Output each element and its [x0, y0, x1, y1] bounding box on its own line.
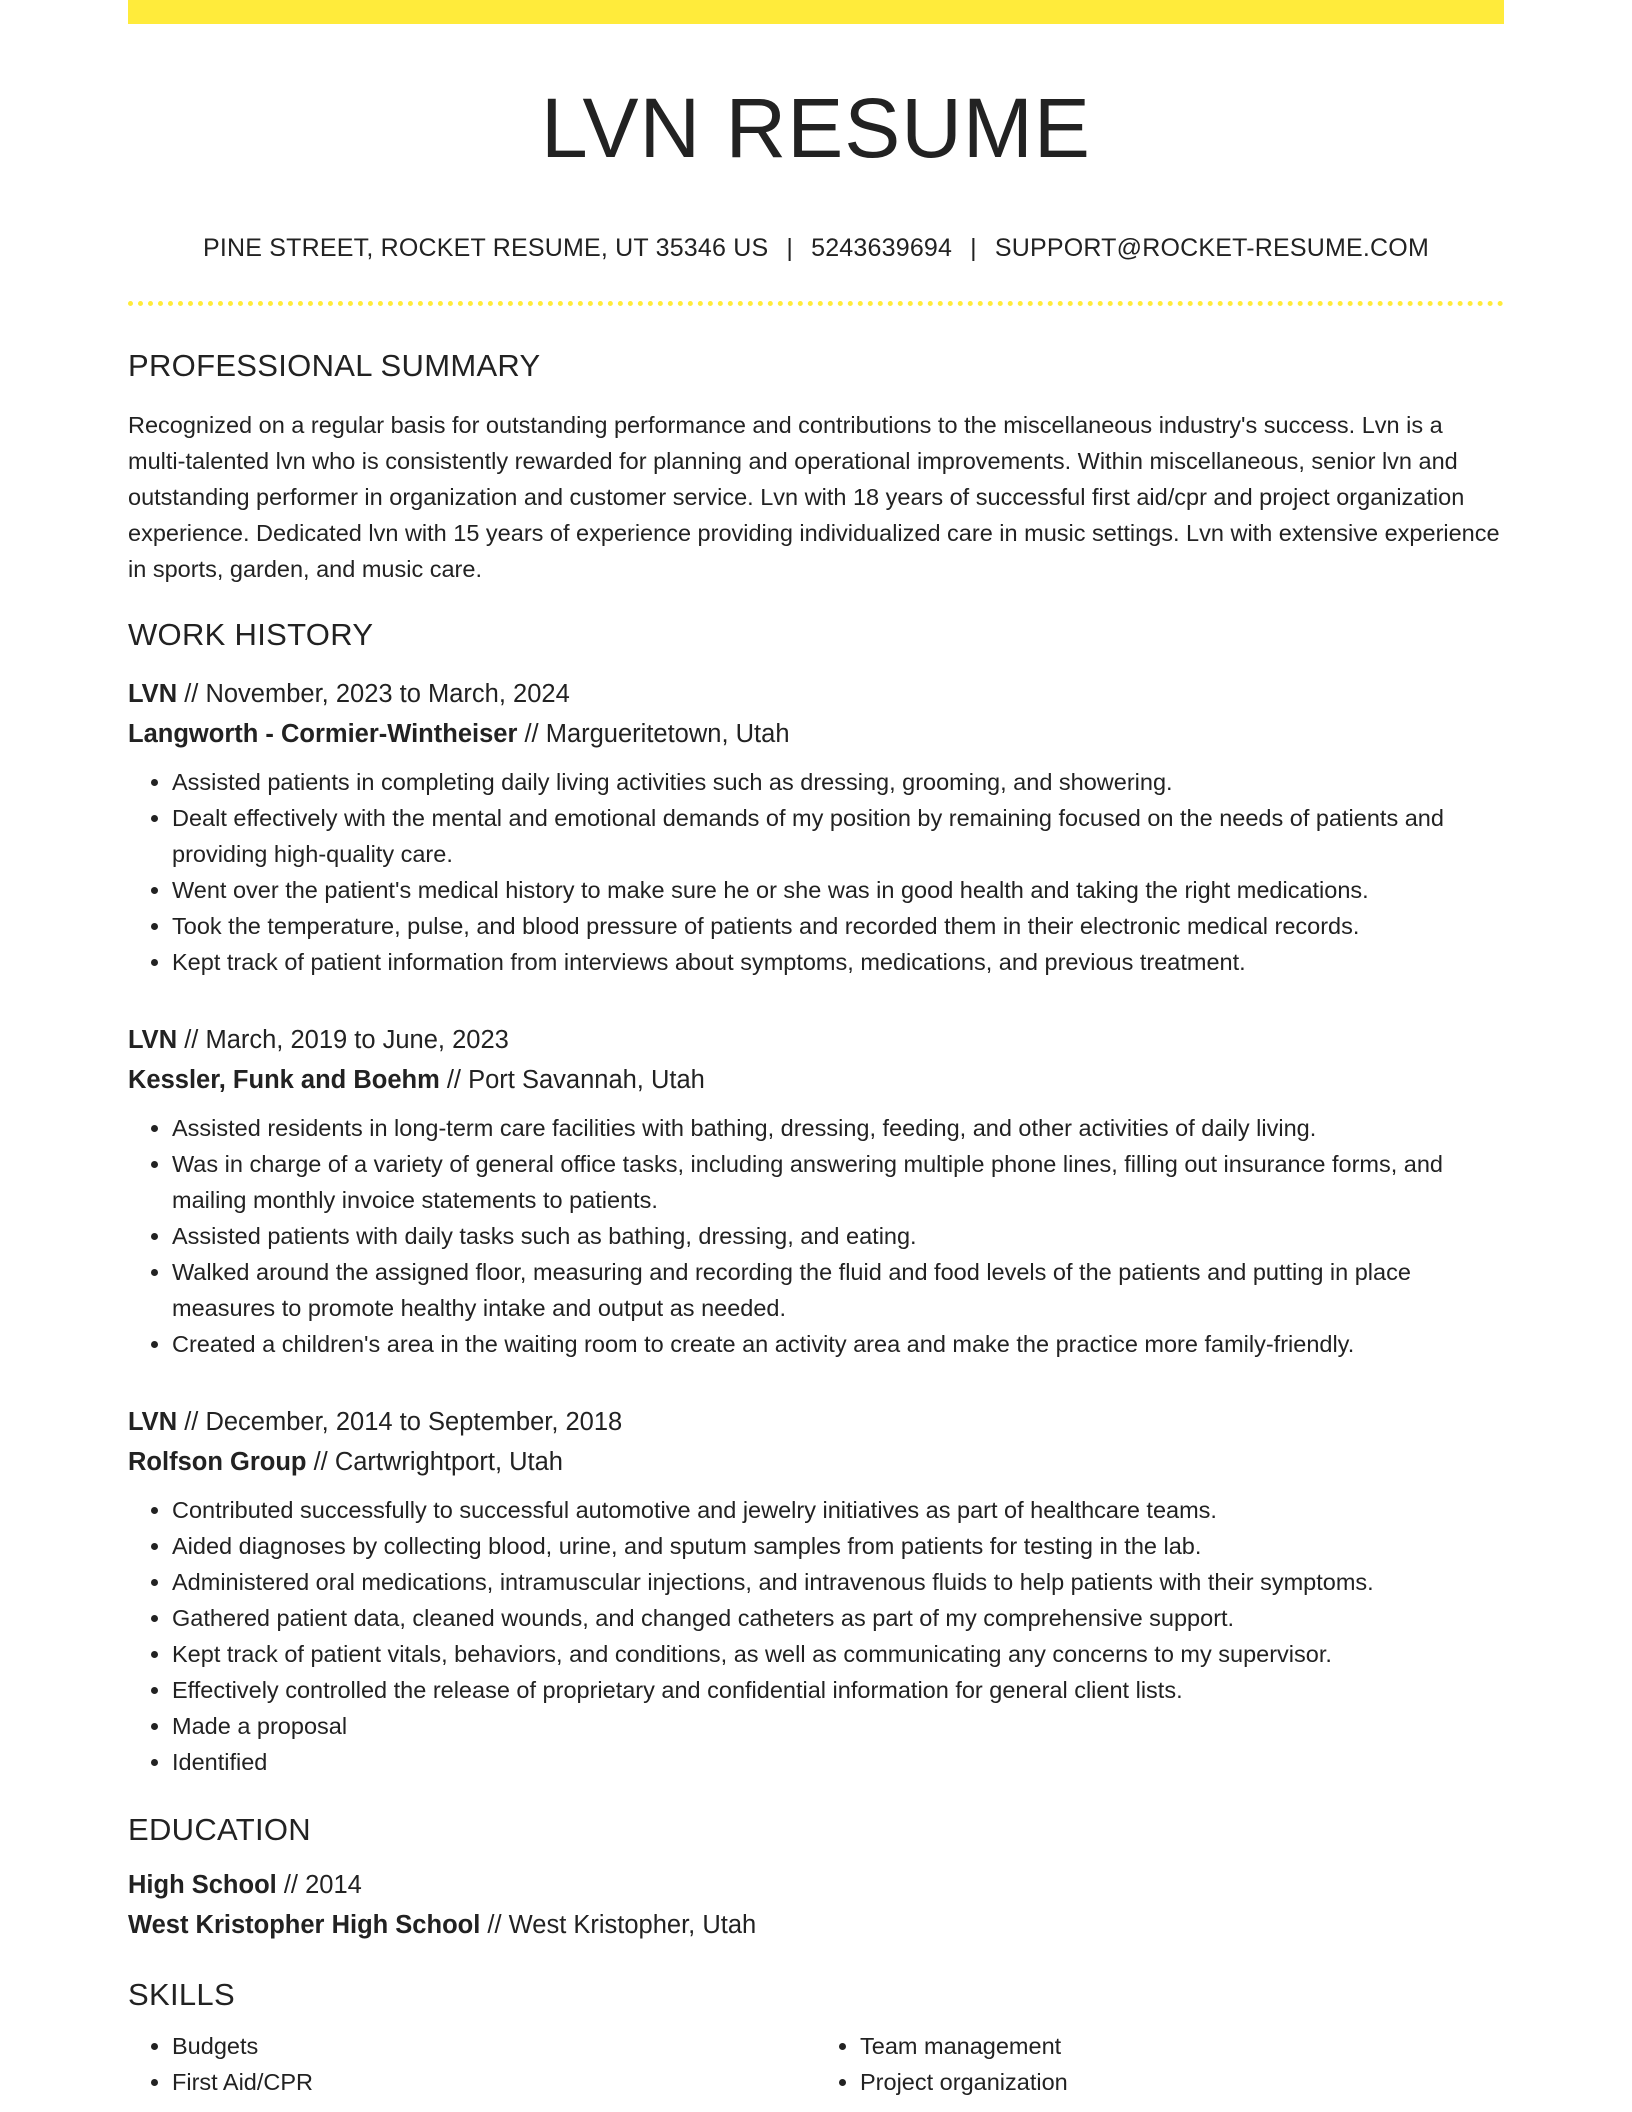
- summary-text: Recognized on a regular basis for outstanding performance and contributions to the miscellaneous industry's success. Lvn is a multi-talented lvn who is consistently rewarded for planning and operational improvements. Within miscellaneous, senior lvn and outstanding performer in organization and customer service. Lvn with 18 years of successful first aid/cpr and project organization experience. Dedicated lvn with 15 years of experience providing individualized care in music settings. Lvn with extensive experience in sports, garden, and music care.: [128, 412, 1500, 582]
- list-item: • Made a proposal: [172, 1708, 1504, 1744]
- job-bullets: [128, 1492, 1504, 1780]
- education-degree-line: [128, 1865, 1504, 1905]
- job-entry: [128, 674, 1504, 980]
- job-company: Langworth - Cormier-Wintheiser: [128, 720, 518, 748]
- education-school: West Kristopher High School: [128, 1911, 481, 1939]
- list-item: • Aided diagnoses by collecting blood, urine, and sputum samples from patients for testing in the lab.: [172, 1528, 1504, 1564]
- resume-page: [128, 0, 1504, 2100]
- list-item: • Effectively controlled the release of proprietary and confidential information for general client lists.: [172, 1672, 1504, 1708]
- list-item: • Kept track of patient vitals, behaviors, and conditions, as well as communicating any concerns to my supervisor.: [172, 1636, 1504, 1672]
- list-item: • Assisted residents in long-term care facilities with bathing, dressing, feeding, and other activities of daily living.: [172, 1110, 1504, 1146]
- list-item: • Administered oral medications, intramuscular injections, and intravenous fluids to help patients with their symptoms.: [172, 1564, 1504, 1600]
- job-title: LVN: [128, 680, 178, 708]
- list-item: • Contributed successfully to successful automotive and jewelry initiatives as part of healthcare teams.: [172, 1492, 1504, 1528]
- job-bullets: [128, 764, 1504, 980]
- skill-item: • Project organization: [860, 2064, 1504, 2100]
- list-item: • Created a children's area in the waiting room to create an activity area and make the practice more family-friendly.: [172, 1326, 1504, 1362]
- list-item: • Walked around the assigned floor, measuring and recording the fluid and food levels of the patients and putting in place measures to promote healthy intake and output as needed.: [172, 1254, 1504, 1326]
- list-item: • Identified: [172, 1744, 1504, 1780]
- job-title: LVN: [128, 1408, 178, 1436]
- skill-item: • First Aid/CPR: [172, 2064, 816, 2100]
- job-bullets: [128, 1110, 1504, 1362]
- job-title-line: [128, 674, 1504, 714]
- education-school-line: [128, 1905, 1504, 1945]
- job-company-line: [128, 1442, 1504, 1482]
- list-item: • Assisted patients in completing daily living activities such as dressing, grooming, and showering.: [172, 764, 1504, 800]
- education-heading: EDUCATION: [128, 1812, 311, 1847]
- education-location: // West Kristopher, Utah: [480, 1911, 757, 1939]
- education-entry: [128, 1865, 1504, 1945]
- list-item: • Took the temperature, pulse, and blood pressure of patients and recorded them in their electronic medical records.: [172, 908, 1504, 944]
- job-company: Kessler, Funk and Boehm: [128, 1066, 440, 1094]
- list-item: • Dealt effectively with the mental and emotional demands of my position by remaining focused on the needs of patients and providing high-quality care.: [172, 800, 1504, 872]
- education-degree: High School: [128, 1871, 277, 1899]
- job-dates: // November, 2023 to March, 2024: [177, 680, 570, 708]
- contact-line: [128, 236, 1504, 261]
- list-item: • Went over the patient's medical history to make sure he or she was in good health and taking the right medications.: [172, 872, 1504, 908]
- job-title-line: [128, 1402, 1504, 1442]
- contact-separator: |: [786, 234, 794, 262]
- job-location: // Margueritetown, Utah: [517, 720, 790, 748]
- job-title-line: [128, 1020, 1504, 1060]
- job-company: Rolfson Group: [128, 1448, 307, 1476]
- job-company-line: [128, 714, 1504, 754]
- contact-email: SUPPORT@ROCKET-RESUME.COM: [994, 234, 1429, 262]
- contact-separator: |: [970, 234, 977, 262]
- education-year: // 2014: [276, 1871, 362, 1899]
- contact-address: PINE STREET, ROCKET RESUME, UT 35346 US: [203, 234, 769, 262]
- skills-heading: SKILLS: [128, 1977, 235, 2012]
- skill-item: • Team management: [860, 2028, 1504, 2064]
- list-item: • Was in charge of a variety of general office tasks, including answering multiple phone lines, filling out insurance forms, and mailing monthly invoice statements to patients.: [172, 1146, 1504, 1218]
- dotted-divider: [128, 301, 1504, 306]
- job-location: // Port Savannah, Utah: [439, 1066, 705, 1094]
- job-company-line: [128, 1060, 1504, 1100]
- list-item: • Gathered patient data, cleaned wounds, and changed catheters as part of my comprehensive support.: [172, 1600, 1504, 1636]
- skill-item: • Budgets: [172, 2028, 816, 2064]
- job-entry: [128, 1020, 1504, 1362]
- job-dates: // December, 2014 to September, 2018: [177, 1408, 623, 1436]
- skills-list: [128, 2028, 1504, 2100]
- page-title: LVN RESUME: [541, 81, 1091, 175]
- work-history-heading: WORK HISTORY: [128, 617, 374, 652]
- summary-heading: PROFESSIONAL SUMMARY: [128, 348, 541, 383]
- accent-bar: [128, 0, 1504, 24]
- job-entry: [128, 1402, 1504, 1780]
- list-item: • Kept track of patient information from interviews about symptoms, medications, and previous treatment.: [172, 944, 1504, 980]
- list-item: • Assisted patients with daily tasks such as bathing, dressing, and eating.: [172, 1218, 1504, 1254]
- job-location: // Cartwrightport, Utah: [306, 1448, 563, 1476]
- contact-phone: 5243639694: [811, 234, 953, 262]
- job-dates: // March, 2019 to June, 2023: [177, 1026, 509, 1054]
- skills-right-column: [816, 2028, 1504, 2100]
- job-title: LVN: [128, 1026, 178, 1054]
- skills-left-column: [128, 2028, 816, 2100]
